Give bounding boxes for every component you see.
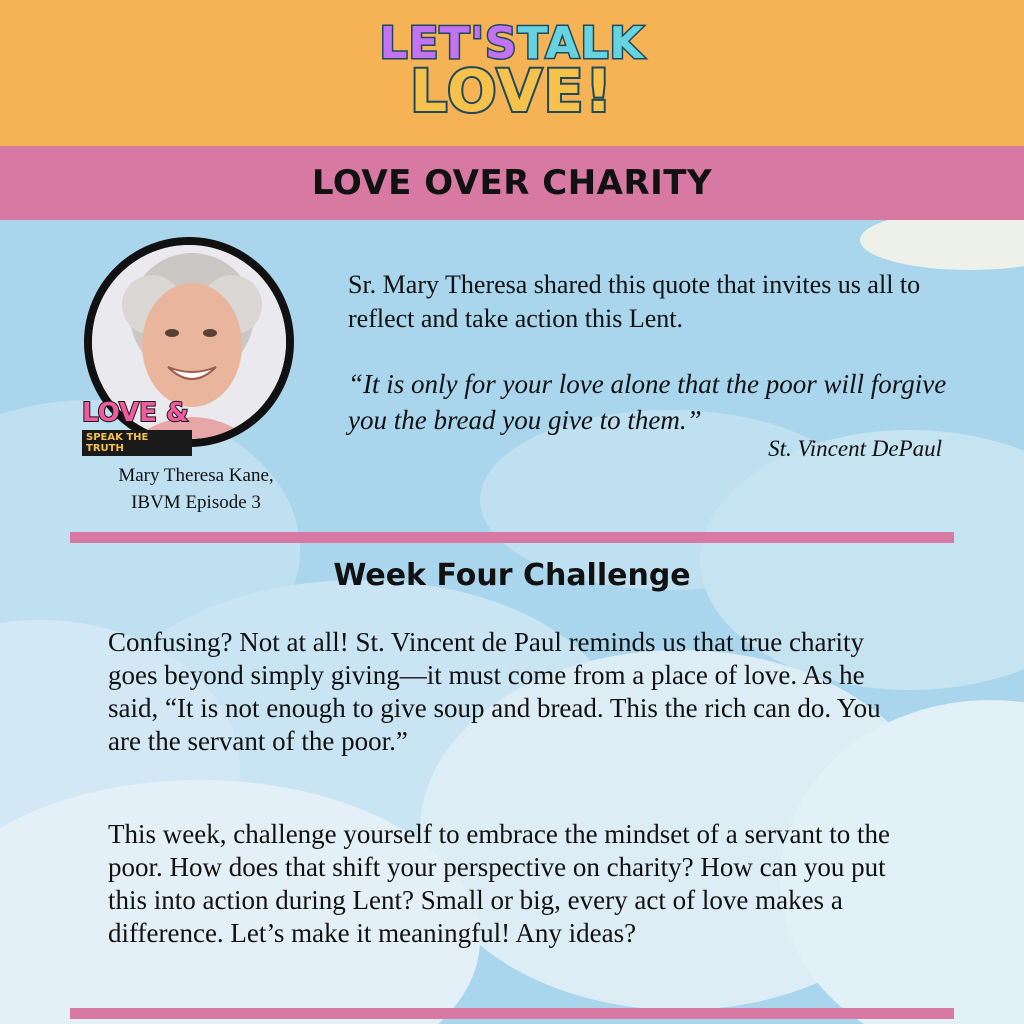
challenge-paragraph-1: Confusing? Not at all! St. Vincent de Paul reminds us that true charity goes beyond simply giving—it must come from a place of love. As he said, “It is not enough to give soup and bread. This the rich can do. You are the servant of the poor.” [108,627,881,756]
page-title: LOVE OVER CHARITY [311,163,713,203]
guest-episode: IBVM Episode 3 [131,492,261,513]
challenge-title: Week Four Challenge [333,558,691,593]
intro-text: Sr. Mary Theresa shared this quote that invites us all to reflect and take action this Lent. [348,270,921,333]
logo-lets: LET'S [379,18,518,69]
logo-talk: TALK [517,18,645,69]
challenge-paragraph-2: This week, challenge yourself to embrace the mindset of a servant to the poor. How does that shift your perspective on charity? How can you put this into action during Lent? Small or big, every act of love makes a difference. Let’s make it meaningful! Any ideas? [108,819,890,948]
quote-text: “It is only for your love alone that the poor will forgive you the bread you give to them.” [348,369,947,435]
logo-love: LOVE! [410,57,614,125]
badge-subtitle: SPEAK THE TRUTH [82,430,192,456]
guest-caption [80,462,312,516]
badge-love-text: LOVE & [82,398,189,428]
header-bar [0,0,1024,146]
title-banner [0,146,1024,220]
guest-name: Mary Theresa Kane, [118,465,274,486]
divider-bottom [70,1008,954,1019]
lets-talk-love-logo [0,18,1024,125]
quote-attribution: St. Vincent DePaul [768,436,942,461]
podcast-badge [82,398,192,454]
divider-top [70,532,954,543]
